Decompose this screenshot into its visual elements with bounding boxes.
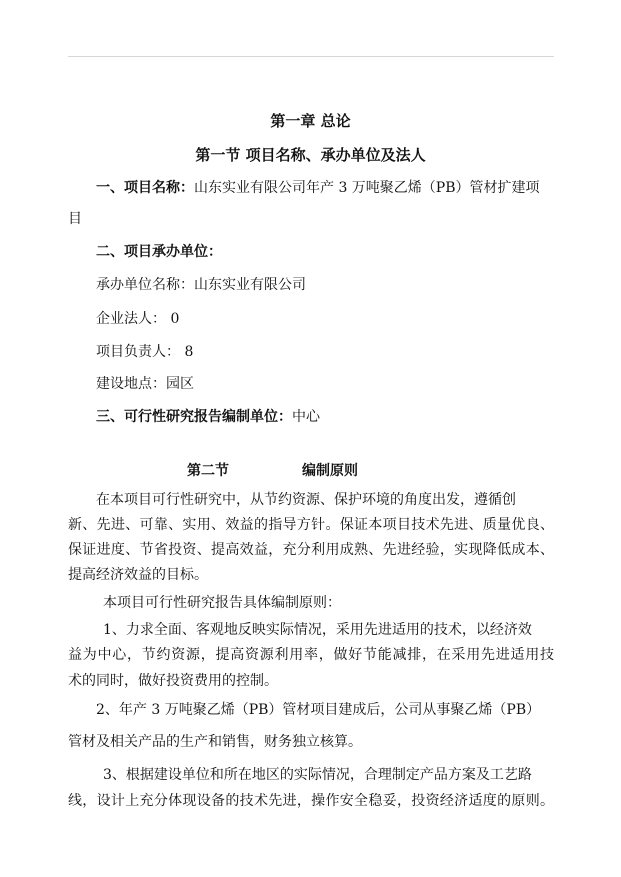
chapter-title: 第一章 总论 (270, 112, 351, 130)
legal-person: 企业法人： 0 (96, 311, 180, 327)
p3-line-2: 益为中心，节约资源，提高资源利用率，做好节能减排，在采用先进适用技 (68, 647, 554, 663)
section1-title: 第一节 项目名称、承办单位及法人 (195, 146, 426, 164)
location: 建设地点：园区 (96, 376, 194, 392)
p1-line-4: 提高经济效益的目标。 (68, 567, 208, 583)
item1-line (96, 179, 540, 197)
p3-line-3: 术的同时，做好投资费用的控制。 (68, 673, 278, 689)
p1-line-1: 在本项目可行性研究中，从节约资源、保护环境的角度出发，遵循创 (96, 492, 516, 508)
section2-number: 第二节 (187, 463, 229, 479)
header-rule (68, 56, 554, 57)
p5-line-1: 3、根据建设单位和所在地区的实际情况，合理制定产品方案及工艺路 (103, 767, 532, 783)
p1-line-2: 新、先进、可靠、实用、效益的指导方针。保证本项目技术先进、质量优良、 (68, 517, 554, 533)
item1-continuation: 目 (68, 211, 82, 227)
item3-label: 三、可行性研究报告编制单位： (96, 409, 292, 425)
item1-value: 山东实业有限公司年产 3 万吨聚乙烯（PB）管材扩建项 (194, 180, 540, 196)
p5-line-2: 线，设计上充分体现设备的技术先进，操作安全稳妥，投资经济适度的原则。 (68, 793, 554, 809)
section2-title: 编制原则 (302, 463, 358, 479)
item1-label: 一、项目名称： (96, 180, 194, 196)
item2-label: 二、项目承办单位： (96, 244, 222, 260)
item3-line (96, 408, 320, 426)
p4-line-1: 2、年产 3 万吨聚乙烯（PB）管材项目建成后，公司从事聚乙烯（PB） (96, 702, 541, 718)
project-leader: 项目负责人： 8 (96, 344, 194, 360)
p1-line-3: 保证进度、节省投资、提高效益，充分利用成熟、先进经验，实现降低成本、 (68, 542, 554, 558)
p4-line-2: 管材及相关产品的生产和销售，财务独立核算。 (68, 734, 362, 750)
item3-value: 中心 (292, 409, 320, 425)
p2: 本项目可行性研究报告具体编制原则： (103, 595, 341, 611)
org-name: 承办单位名称：山东实业有限公司 (96, 277, 306, 293)
p3-line-1: 1、力求全面、客观地反映实际情况，采用先进适用的技术，以经济效 (103, 622, 532, 638)
